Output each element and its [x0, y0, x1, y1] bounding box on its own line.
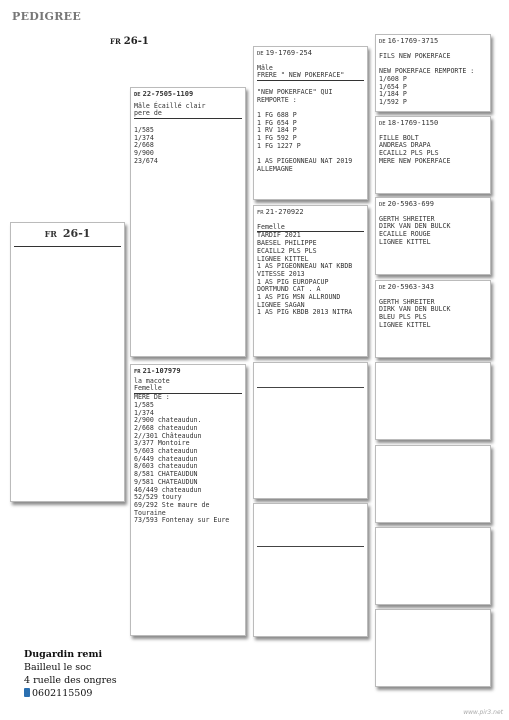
- owner-phone: 0602115509: [32, 688, 93, 699]
- ggp-ffm-card: [375, 116, 491, 194]
- father-line: 2/668: [134, 141, 154, 150]
- ffm-line: ECAILL2 PLS PLS: [379, 149, 439, 158]
- father-line: 23/674: [134, 156, 158, 165]
- owner-block: [24, 648, 117, 700]
- fm-ring-country: FR: [257, 210, 264, 216]
- ff-line: 1 AS PIGEONNEAU NAT 2019: [257, 157, 353, 166]
- ff-line: 1 FG 1227 P: [257, 141, 301, 150]
- fff-line: FILS NEW POKERFACE: [379, 51, 451, 60]
- mother-line: 3/377 Montoire: [134, 439, 190, 448]
- fm-line: DORTMUND CAT . A: [257, 285, 321, 294]
- maternal-granddam-card: [253, 503, 368, 637]
- mother-ring-number: 21-107979: [142, 367, 181, 375]
- ffm-line: ANDREAS DRAPA: [379, 141, 431, 150]
- father-line: 1/585: [134, 125, 154, 134]
- fff-line: 1/592 P: [379, 97, 407, 106]
- ff-line: FRERE " NEW POKERFACE": [257, 72, 364, 81]
- ggp-fmm-card: [375, 280, 491, 358]
- father-line: pere de: [134, 110, 242, 119]
- ggp-empty-card: [375, 609, 491, 687]
- fm-line: 1 AS PIGEONNEAU NAT KBDB: [257, 262, 353, 271]
- ff-ring: [257, 50, 364, 59]
- fff-line: 1/608 P: [379, 74, 407, 83]
- ff-line: "NEW POKERFACE" QUI: [257, 87, 333, 96]
- fm-line: BAESEL PHILIPPE: [257, 239, 317, 248]
- ff-line: ALLEMAGNE: [257, 164, 293, 173]
- footer-url: www.pir3.net: [463, 709, 503, 716]
- fmf-line: GERTH SHREITER: [379, 214, 435, 223]
- fff-line: 1/654 P: [379, 82, 407, 91]
- fm-line: LIGNEE SAGAN: [257, 300, 305, 309]
- fff-ring: [379, 38, 487, 47]
- fmf-ring-country: DE: [379, 202, 386, 208]
- mother-line: 1/374: [134, 408, 154, 417]
- owner-phone-row: [24, 687, 117, 700]
- mother-ring: [134, 368, 242, 377]
- mother-line: 2/900 chateaudun.: [134, 416, 202, 425]
- ffm-ring-number: 18-1769-1150: [387, 119, 439, 127]
- fm-line: 1 AS PIG MSN ALLROUND: [257, 293, 341, 302]
- maternal-grandsire-card: [253, 362, 368, 499]
- fmm-line: DIRK VAN DEN BULCK: [379, 305, 451, 314]
- fm-line: ECAILL2 PLS PLS: [257, 246, 317, 255]
- fm-line: Femelle: [257, 224, 364, 233]
- mother-line: 8/603 chateaudun: [134, 462, 198, 471]
- fff-line: NEW POKERFACE REMPORTE :: [379, 67, 475, 76]
- fff-ring-number: 16-1769-3715: [387, 37, 439, 45]
- page-heading: PEDIGREE: [12, 10, 82, 23]
- top-ring-number: [110, 36, 149, 47]
- fmm-ring-country: DE: [379, 285, 386, 291]
- ff-line: 1 FG 688 P: [257, 110, 297, 119]
- fmf-line: DIRK VAN DEN BULCK: [379, 222, 451, 231]
- subject-card: [10, 222, 125, 502]
- ff-line: 1 FG 654 P: [257, 118, 297, 127]
- fmf-line: LIGNEE KITTEL: [379, 237, 431, 246]
- ff-line: 1 FG 592 P: [257, 134, 297, 142]
- father-line: 9/900: [134, 148, 154, 157]
- mother-line: la macote: [134, 376, 170, 385]
- fm-ring-number: 21-270922: [265, 208, 304, 216]
- top-ring-value: 26-1: [123, 36, 149, 47]
- fmf-ring: [379, 201, 487, 210]
- fmf-line: ECAILLE ROUGE: [379, 230, 431, 239]
- father-ring: [134, 91, 242, 100]
- subject-ring: [14, 227, 121, 247]
- fm-line: LIGNEE KITTEL: [257, 254, 309, 263]
- father-ring-country: DE: [134, 92, 141, 98]
- father-card: [130, 87, 246, 357]
- fm-line: TARDIF 2021: [257, 231, 301, 240]
- paternal-grandsire-card: [253, 46, 368, 200]
- ff-line: 1 RV 184 P: [257, 126, 297, 135]
- ggp-fmf-card: [375, 197, 491, 275]
- mother-line: 8/581 CHATEAUDUN: [134, 470, 198, 479]
- ff-line: Mâle: [257, 63, 273, 72]
- mother-line: 69/292 Ste maure de: [134, 500, 210, 509]
- mother-line: Femelle: [134, 385, 242, 394]
- father-line: 1/374: [134, 133, 154, 142]
- fff-ring-country: DE: [379, 39, 386, 45]
- mother-line: 52/529 toury: [134, 493, 182, 502]
- owner-address-line2: 4 ruelle des ongres: [24, 675, 117, 686]
- fmm-ring: [379, 284, 487, 293]
- mother-line: 73/593 Fontenay sur Eure: [134, 516, 230, 525]
- ffm-line: MERE NEW POKERFACE: [379, 156, 451, 165]
- mother-line: MERE DE :: [134, 393, 170, 402]
- mother-line: 1/585: [134, 400, 154, 409]
- ff-line: REMPORTE :: [257, 95, 297, 104]
- mother-line: 46/449 chateaudun: [134, 485, 202, 494]
- phone-icon: [24, 688, 30, 697]
- father-line: Mâle Écaillé clair: [134, 101, 206, 110]
- ffm-ring-country: DE: [379, 121, 386, 127]
- mother-ring-country: FR: [134, 369, 141, 375]
- fm-line: 1 AS PIG KBDB 2013 NITRA: [257, 308, 353, 317]
- owner-address-line1: Bailleul le soc: [24, 662, 92, 673]
- fmm-line: BLEU PLS PLS: [379, 313, 427, 322]
- maternal-granddam-rule: [257, 546, 364, 547]
- ffm-ring: [379, 120, 487, 129]
- mother-line: 2/668 chateaudun: [134, 423, 198, 432]
- fmm-line: LIGNEE KITTEL: [379, 320, 431, 329]
- ggp-empty-card: [375, 445, 491, 523]
- fmf-ring-number: 20-5963-699: [387, 200, 434, 208]
- fm-ring: [257, 209, 364, 218]
- ggp-empty-card: [375, 362, 491, 440]
- ff-ring-number: 19-1769-254: [265, 49, 312, 57]
- mother-line: 9/581 CHATEAUDUN: [134, 477, 198, 486]
- mother-card: [130, 364, 246, 636]
- ggp-fff-card: [375, 34, 491, 112]
- subject-ring-number: 26-1: [62, 227, 91, 240]
- fm-line: VITESSE 2013: [257, 269, 305, 278]
- father-ring-number: 22-7505-1109: [142, 90, 194, 98]
- ggp-empty-card: [375, 527, 491, 605]
- fff-line: 1/184 P: [379, 90, 407, 99]
- fm-line: 1 AS PIG EUROPACUP: [257, 277, 329, 286]
- ffm-line: FILLE BOLT: [379, 133, 419, 142]
- ff-ring-country: DE: [257, 51, 264, 57]
- maternal-grandsire-rule: [257, 387, 364, 388]
- fmm-line: GERTH SHREITER: [379, 297, 435, 306]
- paternal-granddam-card: [253, 205, 368, 357]
- subject-ring-country: FR: [44, 229, 57, 239]
- owner-name: Dugardin remi: [24, 649, 103, 660]
- mother-line: 5/603 chateaudun: [134, 447, 198, 456]
- mother-line: 2//301 Châteaudun: [134, 431, 202, 440]
- fmm-ring-number: 20-5963-343: [387, 283, 434, 291]
- mother-line: Touraine: [134, 508, 166, 517]
- mother-line: 6/449 chateaudun: [134, 454, 198, 463]
- top-ring-country: FR: [110, 37, 121, 46]
